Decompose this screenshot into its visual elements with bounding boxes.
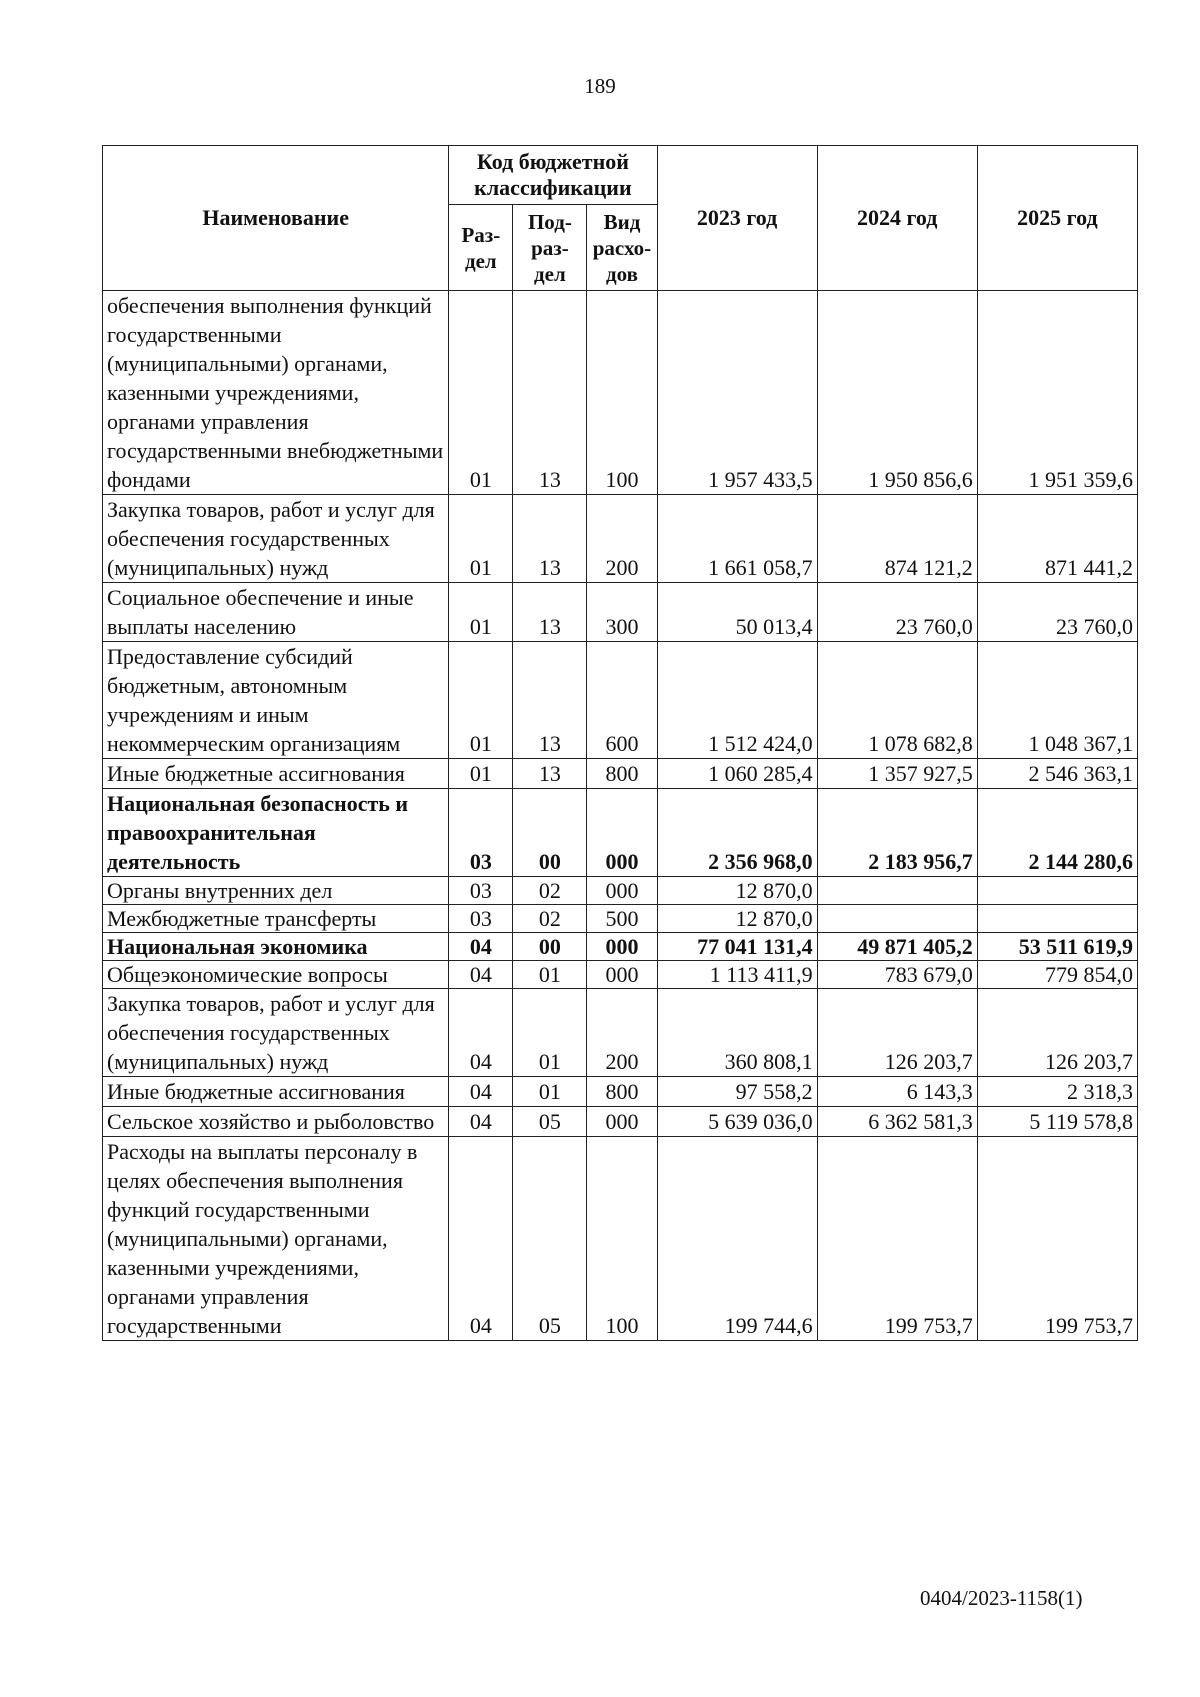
row-name: Органы внутренних дел bbox=[103, 877, 449, 905]
table-row bbox=[103, 877, 1138, 905]
row-subsection: 01 bbox=[513, 1077, 587, 1107]
table-row bbox=[103, 583, 1138, 642]
table-body bbox=[103, 291, 1138, 1341]
row-amount-2024: 874 121,2 bbox=[817, 495, 977, 583]
row-name: Иные бюджетные ассигнования bbox=[103, 759, 449, 789]
row-amount-2023: 1 512 424,0 bbox=[657, 642, 817, 759]
table-row bbox=[103, 789, 1138, 877]
row-expense-type: 500 bbox=[587, 905, 657, 933]
header-budget-code: Код бюджетной классификации bbox=[449, 146, 657, 205]
row-amount-2024: 6 362 581,3 bbox=[817, 1107, 977, 1137]
row-subsection: 00 bbox=[513, 789, 587, 877]
row-amount-2025: 1 048 367,1 bbox=[977, 642, 1137, 759]
page-number: 189 bbox=[584, 74, 616, 98]
row-name: Социальное обеспечение и иные выплаты населению bbox=[103, 583, 449, 642]
row-expense-type: 100 bbox=[587, 1137, 657, 1341]
row-amount-2024: 6 143,3 bbox=[817, 1077, 977, 1107]
row-amount-2023: 12 870,0 bbox=[657, 877, 817, 905]
row-amount-2023: 12 870,0 bbox=[657, 905, 817, 933]
row-amount-2023: 2 356 968,0 bbox=[657, 789, 817, 877]
row-name: Общеэкономические вопросы bbox=[103, 961, 449, 989]
row-expense-type: 600 bbox=[587, 642, 657, 759]
row-name: Предоставление субсидий бюджетным, автономным учреждениям и иным некоммерческим организациям bbox=[103, 642, 449, 759]
row-amount-2024: 2 183 956,7 bbox=[817, 789, 977, 877]
row-amount-2025: 2 546 363,1 bbox=[977, 759, 1137, 789]
table-row bbox=[103, 759, 1138, 789]
row-section: 01 bbox=[449, 495, 513, 583]
row-expense-type: 800 bbox=[587, 759, 657, 789]
row-expense-type: 800 bbox=[587, 1077, 657, 1107]
header-expense-type: Вид расхо-дов bbox=[587, 205, 657, 291]
row-amount-2024: 23 760,0 bbox=[817, 583, 977, 642]
header-year-2023: 2023 год bbox=[657, 146, 817, 291]
row-expense-type: 000 bbox=[587, 789, 657, 877]
row-subsection: 13 bbox=[513, 495, 587, 583]
document-code: 0404/2023-1158(1) bbox=[920, 1586, 1083, 1610]
row-amount-2024: 126 203,7 bbox=[817, 989, 977, 1077]
row-amount-2023: 97 558,2 bbox=[657, 1077, 817, 1107]
row-subsection: 00 bbox=[513, 933, 587, 961]
row-subsection: 05 bbox=[513, 1107, 587, 1137]
row-amount-2023: 360 808,1 bbox=[657, 989, 817, 1077]
table-row bbox=[103, 961, 1138, 989]
row-amount-2025: 5 119 578,8 bbox=[977, 1107, 1137, 1137]
table-header bbox=[103, 146, 1138, 291]
row-name: Расходы на выплаты персоналу в целях обеспечения выполнения функций государственными (муниципальными) органами, казенными учреждениями, органами управления государственными bbox=[103, 1137, 449, 1341]
row-amount-2025: 1 951 359,6 bbox=[977, 291, 1137, 495]
header-year-2025: 2025 год bbox=[977, 146, 1137, 291]
row-subsection: 01 bbox=[513, 989, 587, 1077]
table-row bbox=[103, 291, 1138, 495]
table-row bbox=[103, 642, 1138, 759]
row-name: Закупка товаров, работ и услуг для обеспечения государственных (муниципальных) нужд bbox=[103, 495, 449, 583]
row-name: Национальная экономика bbox=[103, 933, 449, 961]
row-expense-type: 000 bbox=[587, 933, 657, 961]
row-amount-2024 bbox=[817, 905, 977, 933]
table-row bbox=[103, 1077, 1138, 1107]
row-section: 01 bbox=[449, 642, 513, 759]
row-subsection: 02 bbox=[513, 905, 587, 933]
row-expense-type: 200 bbox=[587, 495, 657, 583]
row-subsection: 01 bbox=[513, 961, 587, 989]
row-name: Национальная безопасность и правоохранительная деятельность bbox=[103, 789, 449, 877]
row-amount-2023: 1 060 285,4 bbox=[657, 759, 817, 789]
row-amount-2024: 199 753,7 bbox=[817, 1137, 977, 1341]
row-subsection: 13 bbox=[513, 759, 587, 789]
row-section: 01 bbox=[449, 583, 513, 642]
row-expense-type: 000 bbox=[587, 877, 657, 905]
row-amount-2023: 1 957 433,5 bbox=[657, 291, 817, 495]
row-section: 01 bbox=[449, 759, 513, 789]
header-section: Раз-дел bbox=[449, 205, 513, 291]
row-name: Сельское хозяйство и рыболовство bbox=[103, 1107, 449, 1137]
row-section: 04 bbox=[449, 1077, 513, 1107]
row-amount-2024: 783 679,0 bbox=[817, 961, 977, 989]
row-amount-2025: 53 511 619,9 bbox=[977, 933, 1137, 961]
row-amount-2024: 1 950 856,6 bbox=[817, 291, 977, 495]
row-amount-2025: 871 441,2 bbox=[977, 495, 1137, 583]
row-expense-type: 300 bbox=[587, 583, 657, 642]
row-amount-2025: 199 753,7 bbox=[977, 1137, 1137, 1341]
budget-table bbox=[102, 145, 1138, 1341]
row-amount-2023: 1 113 411,9 bbox=[657, 961, 817, 989]
row-section: 04 bbox=[449, 933, 513, 961]
row-section: 04 bbox=[449, 1107, 513, 1137]
row-amount-2025 bbox=[977, 905, 1137, 933]
row-amount-2025: 779 854,0 bbox=[977, 961, 1137, 989]
row-amount-2023: 199 744,6 bbox=[657, 1137, 817, 1341]
header-subsection: Под-раз-дел bbox=[513, 205, 587, 291]
row-name: Закупка товаров, работ и услуг для обеспечения государственных (муниципальных) нужд bbox=[103, 989, 449, 1077]
row-name: обеспечения выполнения функций государственными (муниципальными) органами, казенными учреждениями, органами управления государственными внебюджетными фондами bbox=[103, 291, 449, 495]
row-expense-type: 000 bbox=[587, 1107, 657, 1137]
row-section: 03 bbox=[449, 905, 513, 933]
row-expense-type: 200 bbox=[587, 989, 657, 1077]
row-subsection: 13 bbox=[513, 583, 587, 642]
table-row bbox=[103, 989, 1138, 1077]
row-section: 01 bbox=[449, 291, 513, 495]
row-amount-2025: 23 760,0 bbox=[977, 583, 1137, 642]
row-expense-type: 100 bbox=[587, 291, 657, 495]
row-amount-2025: 2 318,3 bbox=[977, 1077, 1137, 1107]
row-section: 03 bbox=[449, 877, 513, 905]
row-amount-2023: 50 013,4 bbox=[657, 583, 817, 642]
header-name: Наименование bbox=[103, 146, 449, 291]
table-row bbox=[103, 495, 1138, 583]
row-subsection: 13 bbox=[513, 642, 587, 759]
row-section: 03 bbox=[449, 789, 513, 877]
row-amount-2025: 2 144 280,6 bbox=[977, 789, 1137, 877]
row-amount-2025 bbox=[977, 877, 1137, 905]
row-section: 04 bbox=[449, 989, 513, 1077]
row-amount-2023: 1 661 058,7 bbox=[657, 495, 817, 583]
row-name: Межбюджетные трансферты bbox=[103, 905, 449, 933]
row-expense-type: 000 bbox=[587, 961, 657, 989]
table-row bbox=[103, 1107, 1138, 1137]
row-name: Иные бюджетные ассигнования bbox=[103, 1077, 449, 1107]
table-row bbox=[103, 905, 1138, 933]
row-section: 04 bbox=[449, 1137, 513, 1341]
row-amount-2025: 126 203,7 bbox=[977, 989, 1137, 1077]
row-amount-2023: 77 041 131,4 bbox=[657, 933, 817, 961]
row-amount-2024: 49 871 405,2 bbox=[817, 933, 977, 961]
table-row bbox=[103, 1137, 1138, 1341]
row-amount-2023: 5 639 036,0 bbox=[657, 1107, 817, 1137]
row-subsection: 05 bbox=[513, 1137, 587, 1341]
header-year-2024: 2024 год bbox=[817, 146, 977, 291]
row-section: 04 bbox=[449, 961, 513, 989]
row-amount-2024: 1 357 927,5 bbox=[817, 759, 977, 789]
table-row bbox=[103, 933, 1138, 961]
row-amount-2024: 1 078 682,8 bbox=[817, 642, 977, 759]
row-amount-2024 bbox=[817, 877, 977, 905]
row-subsection: 02 bbox=[513, 877, 587, 905]
row-subsection: 13 bbox=[513, 291, 587, 495]
